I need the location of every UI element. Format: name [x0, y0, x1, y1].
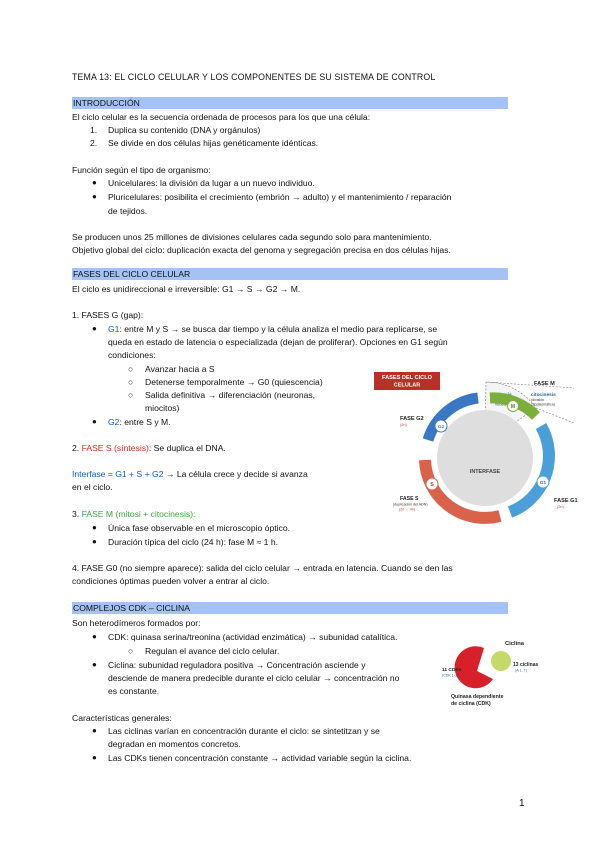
fase-g2-sublabel: (2n) — [400, 423, 407, 427]
function-bullet-pluricelulares-cont: de tejidos. — [108, 206, 148, 216]
intro-list-item-2: Se divide en dos células hijas genéticamente idénticas. — [108, 138, 319, 148]
fase-m-bullet-1: Única fase observable en el microscopio óptico. — [108, 523, 290, 533]
g2-text: : entre S y M. — [119, 417, 171, 427]
bullet-icon: ● — [92, 324, 97, 333]
ciclina-line-2: desciende de manera predecible durante el ciclo celular → concentración no — [108, 673, 400, 683]
bullet-icon: ● — [92, 753, 97, 762]
g1-option-2: Detenerse temporalmente → G0 (quiescencia) — [145, 377, 323, 387]
figure-title-line-2: CELULAR — [393, 382, 421, 389]
figure-title-line-1: FASES DEL CICLO — [382, 375, 432, 381]
g1-option-3: Salida definitiva → diferenciación (neuronas, — [145, 390, 316, 400]
intro-list-item-1: Duplica su contenido (DNA y orgánulos) — [108, 125, 261, 135]
interfase-line-1 — [72, 469, 308, 480]
fase-m-number: 3. — [72, 509, 82, 519]
g1-line-2: queda en estado de latencia o especializada (dejan de proliferar). Opciones en G1 según — [108, 337, 448, 347]
fase-s-sublabel: (duplicación del ADN) — [393, 502, 428, 507]
citocinesis-label: citocinesis — [531, 393, 556, 398]
cdk-ciclina-figure — [440, 636, 539, 714]
caracteristicas-bullet-2: Las CDKs tienen concentración constante → actividad variable según la ciclina. — [108, 753, 412, 763]
circle-bullet-icon: ○ — [128, 646, 134, 656]
cdk-count-label: 11 CDKs — [442, 668, 462, 673]
fases-g-title: 1. FASES G (gap): — [72, 310, 144, 320]
section-header-fases: FASES DEL CICLO CELULAR — [72, 268, 508, 280]
cdk-genes-label: (CDK 1-11) — [442, 673, 460, 678]
fase-m-boundary-line — [536, 408, 574, 423]
s-badge-label: S — [430, 482, 434, 488]
fase-m-line — [72, 509, 195, 520]
fase-g2-label: FASE G2 — [400, 416, 424, 422]
quinasa-label-line-1: Quinasa dependiente — [451, 694, 504, 700]
fase-s-text: : Se duplica el DNA. — [148, 443, 226, 453]
fase-m-bullet-2: Duración típica del ciclo (24 h): fase M ≈ 1 h. — [108, 537, 278, 547]
bullet-icon: ● — [92, 417, 97, 426]
section-header-cdk: COMPLEJOS CDK – CICLINA — [72, 602, 508, 614]
mitosis-sublabel: nuclear) — [495, 402, 508, 407]
cdk-paragraph: Son heterodímeros formados por: — [72, 618, 201, 628]
interfase-label: Interfase = G1 + S + G2 — [72, 469, 164, 479]
fase-s-sublabel: (2n → 4n) — [399, 507, 415, 512]
g1-line-3: condiciones: — [108, 350, 156, 360]
ciclinas-genes-label: (A-L, T) — [515, 668, 528, 673]
circle-bullet-icon: ○ — [128, 364, 134, 374]
intro-paragraph-objective: Objetivo global del ciclo: duplicación exacta del genoma y segregación precisa en dos células hijas. — [72, 245, 451, 255]
ciclina-line-3: es constante. — [108, 686, 160, 696]
bullet-icon: ● — [92, 523, 97, 532]
caracteristicas-title: Características generales: — [72, 713, 172, 723]
section-header-introduccion: INTRODUCCIÓN — [72, 97, 508, 109]
bullet-icon: ● — [92, 192, 97, 201]
intro-list-number-1: 1. — [90, 125, 98, 135]
g1-label: G1 — [108, 324, 120, 334]
intro-list-number-2: 2. — [90, 138, 98, 148]
cdk-sub-bullet: Regulan el avance del ciclo celular. — [145, 646, 280, 656]
m-badge-label: M — [510, 404, 516, 410]
bullet-icon: ● — [92, 660, 97, 669]
fase-g1-sublabel: (2n) — [557, 505, 564, 509]
bullet-icon: ● — [92, 178, 97, 187]
bullet-icon: ● — [92, 537, 97, 546]
function-bullet-pluricelulares: Pluricelulares: posibilita el crecimiento (embrión → adulto) y el mantenimiento / reparación — [108, 192, 452, 202]
circle-bullet-icon: ○ — [128, 390, 134, 400]
caracteristicas-bullet-1: Las ciclinas varían en concentración durante el ciclo: se sintetitzan y se — [108, 726, 380, 736]
page-title: TEMA 13: EL CICLO CELULAR Y LOS COMPONENTES DE SU SISTEMA DE CONTROL — [72, 72, 436, 82]
fase-s-number: 2. — [72, 443, 82, 453]
ciclina-shape — [491, 651, 511, 671]
g1-line-1 — [108, 324, 437, 335]
fase-g0-line-1: 4. FASE G0 (no siempre aparece): salida del ciclo celular → entrada en latencia. Cuando se den las — [72, 563, 453, 573]
g2-line — [108, 417, 171, 428]
fases-paragraph: El ciclo es unidireccional e irreversible: G1 → S → G2 → M. — [72, 284, 301, 294]
bullet-icon: ● — [92, 632, 97, 641]
fase-s-label: FASE S (síntesis) — [81, 443, 149, 453]
circle-bullet-icon: ○ — [128, 377, 134, 387]
g1-text-1: : entre M y S → se busca dar tiempo y la célula analiza el medio para replicarse, se — [119, 324, 438, 334]
fase-s-label: FASE S — [400, 496, 419, 502]
cell-cycle-figure — [370, 368, 582, 518]
mitosis-sublabel: (división — [495, 398, 509, 402]
interfase-line-2: en el ciclo. — [72, 482, 113, 492]
g1-option-3-cont: miocitos) — [145, 403, 180, 413]
g1-option-1: Avanzar hacia a S — [145, 364, 215, 374]
interfase-text-1: → La célula crece y decide si avanza — [163, 469, 308, 479]
cdk-bullet: CDK: quinasa serina/treonina (actividad enzimática) → subunidad catalítica. — [108, 632, 398, 642]
bullet-icon: ● — [92, 726, 97, 735]
citocinesis-sublabel: (división — [531, 398, 545, 402]
fase-s-line — [72, 443, 226, 454]
fase-m-label: FASE M — [534, 381, 555, 387]
function-title: Función según el tipo de organismo: — [72, 165, 211, 175]
ciclina-line-1: Ciclina: subunidad reguladora positiva → Concentración asciende y — [108, 660, 366, 670]
fase-g1-label: FASE G1 — [554, 498, 578, 504]
g2-badge-label: G2 — [437, 424, 445, 429]
intro-paragraph-divisions: Se producen unos 25 millones de divisiones celulares cada segundo solo para mantenimiento. — [72, 232, 432, 242]
citocinesis-sublabel: citoplasmática) — [531, 402, 555, 407]
page-number: 1 — [519, 798, 525, 809]
mitosis-label: mitosis — [495, 393, 512, 398]
g2-label: G2 — [108, 417, 120, 427]
quinasa-label-line-2: de ciclina (CDK) — [451, 701, 491, 707]
g1-badge-label: G1 — [539, 480, 547, 485]
intro-paragraph: El ciclo celular es la secuencia ordenada de procesos para los que una célula: — [72, 112, 371, 122]
ciclinas-count-label: 13 ciclinas — [513, 662, 539, 668]
fase-g0-line-2: condiciones óptimas pueden volver a entrar al ciclo. — [72, 576, 270, 586]
function-bullet-unicelulares: Unicelulares: la división da lugar a un nuevo individuo. — [108, 178, 315, 188]
interfase-label: INTERFASE — [469, 469, 501, 475]
caracteristicas-bullet-1-cont: degradan en momentos concretos. — [108, 739, 241, 749]
interfase-disk — [437, 410, 533, 506]
ciclina-label: Ciclina — [505, 641, 525, 647]
fase-m-label: FASE M (mitosi + citocinesis): — [81, 509, 196, 519]
